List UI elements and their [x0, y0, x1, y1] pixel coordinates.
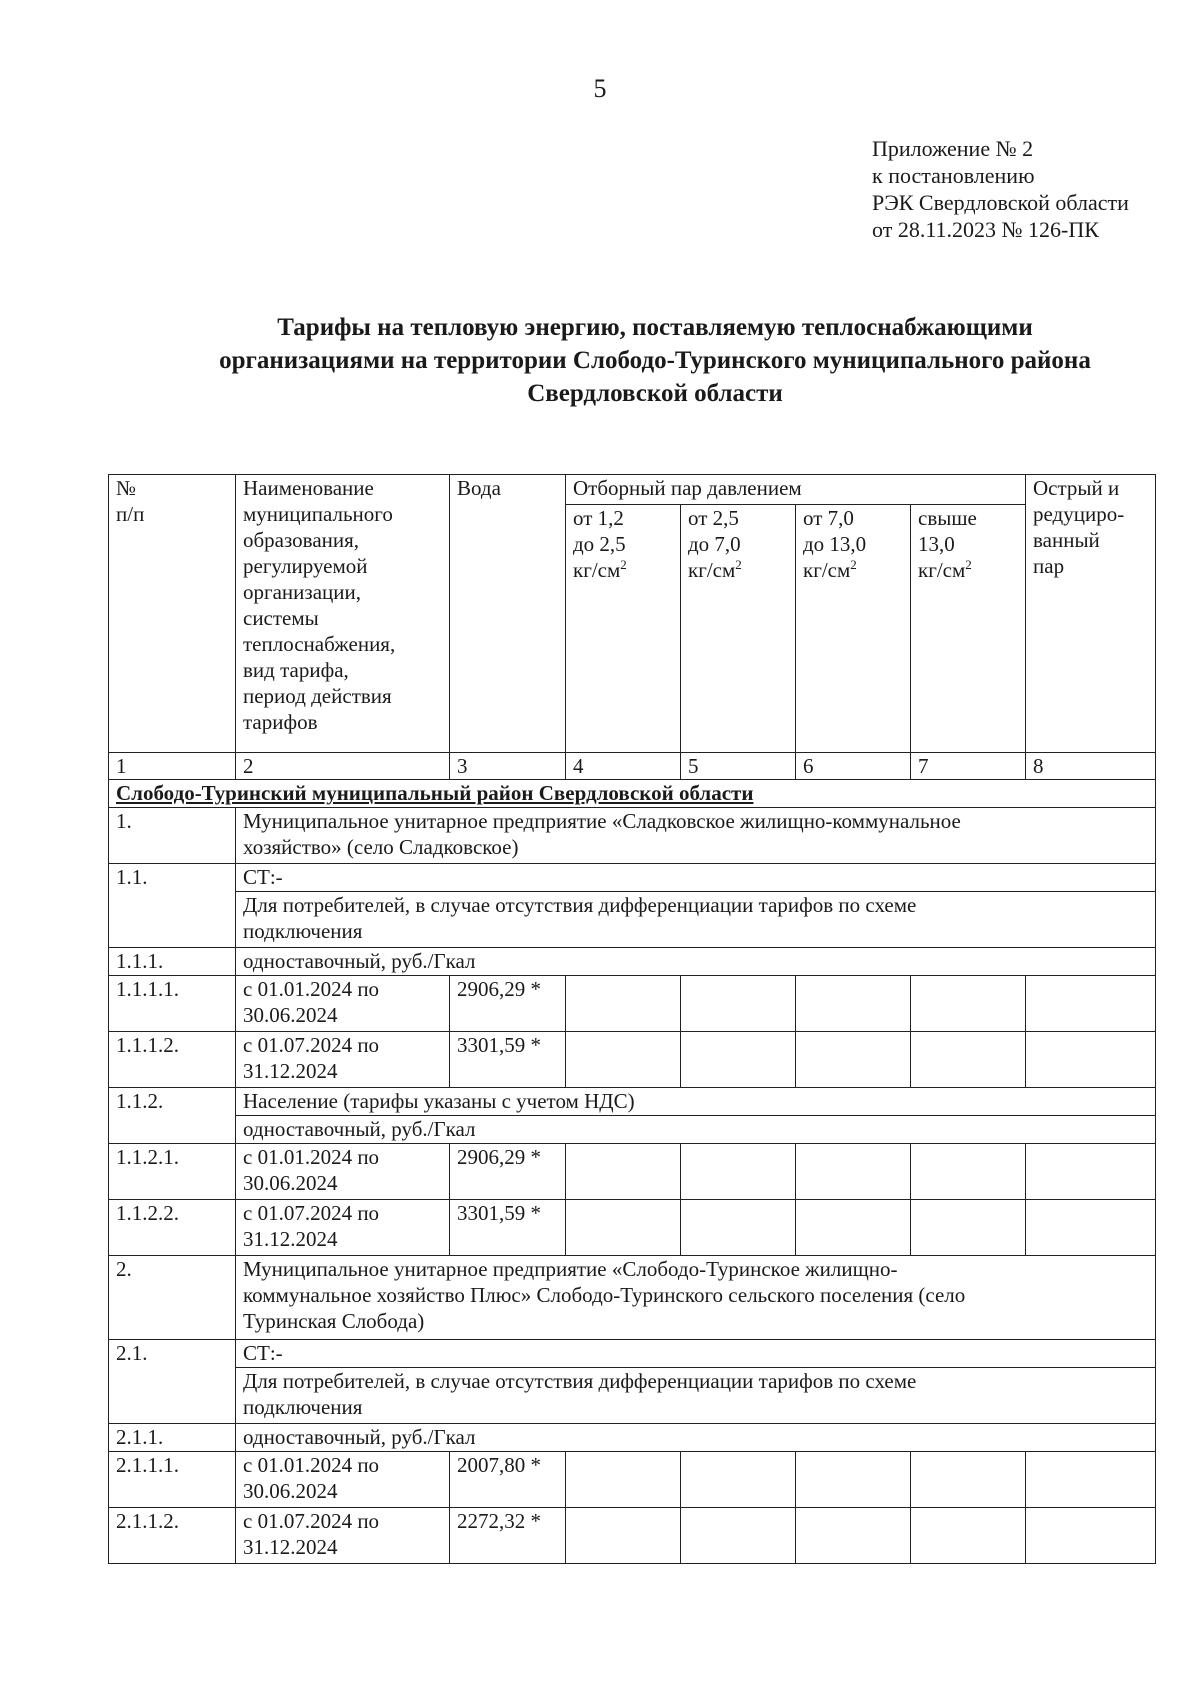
- title-line: Тарифы на тепловую энергию, поставляемую теплоснабжающими: [277, 314, 1033, 341]
- empty-cell: [796, 1508, 911, 1564]
- empty-cell: [796, 1452, 911, 1508]
- column-number: 2: [236, 753, 450, 780]
- empty-cell: [566, 1144, 681, 1200]
- column-number: 6: [796, 753, 911, 780]
- empty-cell: [566, 1200, 681, 1256]
- empty-cell: [681, 1200, 796, 1256]
- empty-cell: [796, 976, 911, 1032]
- header-text: до 13,0: [803, 532, 867, 556]
- consumer-group: [236, 892, 1156, 948]
- header-text: Наименование: [243, 476, 374, 500]
- consumer-group: Население (тарифы указаны с учетом НДС): [236, 1088, 1156, 1116]
- water-tariff: 3301,59 *: [450, 1200, 566, 1256]
- header-steam-3: [796, 505, 911, 753]
- header-text: №: [116, 476, 137, 500]
- unit-text: кг/см: [803, 558, 851, 582]
- appendix-line: к постановлению: [872, 163, 1035, 188]
- cell-line: 31.12.2024: [243, 1059, 338, 1083]
- row-number: 2.1.1.: [109, 1424, 236, 1452]
- cell-line: Для потребителей, в случае отсутствия дифференциации тарифов по схеме: [243, 1369, 917, 1393]
- unit-exponent: 2: [850, 557, 857, 572]
- header-steam-group: Отборный пар давлением: [566, 475, 1026, 505]
- page-number: 5: [593, 74, 607, 103]
- cell-line: Муниципальное унитарное предприятие «Сладковское жилищно-коммунальное: [243, 809, 961, 833]
- cell-line: с 01.01.2024 по: [243, 1145, 380, 1169]
- tariff-table: [108, 474, 1156, 1564]
- table-row: [109, 1256, 1156, 1340]
- period-cell: [236, 1144, 450, 1200]
- cell-line: 31.12.2024: [243, 1535, 338, 1559]
- header-text: образования,: [243, 528, 360, 552]
- tariff-type: одноставочный, руб./Гкал: [236, 948, 1156, 976]
- water-tariff: 2272,32 *: [450, 1508, 566, 1564]
- cell-line: с 01.07.2024 по: [243, 1509, 380, 1533]
- row-number: 1.1.1.: [109, 948, 236, 976]
- empty-cell: [1026, 1452, 1156, 1508]
- header-text: ванный: [1033, 528, 1100, 552]
- empty-cell: [911, 1144, 1026, 1200]
- header-sharp-steam-cell: [1026, 475, 1156, 753]
- header-text: от 1,2: [573, 506, 624, 530]
- header-water-cell: Вода: [450, 475, 566, 753]
- header-row: [109, 475, 1156, 505]
- empty-cell: [796, 1200, 911, 1256]
- period-cell: [236, 1508, 450, 1564]
- column-number: 8: [1026, 753, 1156, 780]
- tariff-type: одноставочный, руб./Гкал: [236, 1116, 1156, 1144]
- row-number: 1.1.1.1.: [109, 976, 236, 1032]
- header-name-cell: [236, 475, 450, 753]
- unit-exponent: 2: [735, 557, 742, 572]
- cell-line: с 01.01.2024 по: [243, 977, 380, 1001]
- cell-line: 30.06.2024: [243, 1479, 338, 1503]
- header-steam-2: [681, 505, 796, 753]
- row-number: 1.1.: [109, 864, 236, 948]
- table-row: [109, 1424, 1156, 1452]
- header-steam-1: [566, 505, 681, 753]
- row-number: 1.: [109, 808, 236, 864]
- header-text: тарифов: [243, 710, 318, 734]
- empty-cell: [1026, 1200, 1156, 1256]
- header-text: п/п: [116, 502, 145, 526]
- header-steam-4: [911, 505, 1026, 753]
- row-number: 1.1.2.: [109, 1088, 236, 1144]
- row-number: 2.1.: [109, 1340, 236, 1424]
- empty-cell: [1026, 1032, 1156, 1088]
- cell-line: подключения: [243, 1395, 363, 1419]
- cell-line: Муниципальное унитарное предприятие «Слободо-Туринское жилищно-: [243, 1257, 898, 1281]
- empty-cell: [566, 1452, 681, 1508]
- empty-cell: [796, 1144, 911, 1200]
- water-tariff: 3301,59 *: [450, 1032, 566, 1088]
- unit-text: кг/см: [688, 558, 736, 582]
- row-number: 2.1.1.1.: [109, 1452, 236, 1508]
- cell-line: с 01.07.2024 по: [243, 1201, 380, 1225]
- header-text: муниципального: [243, 502, 393, 526]
- cell-line: 31.12.2024: [243, 1227, 338, 1251]
- header-text: пар: [1033, 554, 1065, 578]
- empty-cell: [566, 1508, 681, 1564]
- table-row: [109, 976, 1156, 1032]
- empty-cell: [911, 1452, 1026, 1508]
- header-text: Острый и: [1033, 476, 1120, 500]
- column-number: 1: [109, 753, 236, 780]
- cell-line: коммунальное хозяйство Плюс» Слободо-Туринского сельского поселения (село: [243, 1283, 966, 1307]
- table-row: [109, 1452, 1156, 1508]
- header-unit: [918, 557, 1018, 583]
- table-row: [109, 1340, 1156, 1368]
- header-text: от 2,5: [688, 506, 739, 530]
- empty-cell: [911, 1508, 1026, 1564]
- empty-cell: [911, 976, 1026, 1032]
- row-number: 2.1.1.2.: [109, 1508, 236, 1564]
- header-text: период действия: [243, 684, 392, 708]
- table-row: [109, 1116, 1156, 1144]
- unit-text: кг/см: [573, 558, 621, 582]
- cell-line: с 01.01.2024 по: [243, 1453, 380, 1477]
- header-unit: [573, 557, 673, 583]
- header-unit: [688, 557, 788, 583]
- title-line: организациями на территории Слободо-Туринского муниципального района: [219, 347, 1091, 374]
- header-text: до 2,5: [573, 532, 626, 556]
- system-cell: СТ:-: [236, 864, 1156, 892]
- cell-line: Туринская Слобода): [243, 1309, 425, 1333]
- table-row: [109, 1508, 1156, 1564]
- header-text: системы: [243, 606, 319, 630]
- empty-cell: [1026, 1144, 1156, 1200]
- district-title: Слободо-Туринский муниципальный район Свердловской области: [109, 780, 1156, 808]
- empty-cell: [681, 1508, 796, 1564]
- empty-cell: [566, 1032, 681, 1088]
- row-number: 2.: [109, 1256, 236, 1340]
- cell-line: подключения: [243, 919, 363, 943]
- system-cell: СТ:-: [236, 1340, 1156, 1368]
- table-row: [109, 892, 1156, 948]
- empty-cell: [1026, 1508, 1156, 1564]
- district-row: [109, 780, 1156, 808]
- table-row: [109, 1368, 1156, 1424]
- header-text: от 7,0: [803, 506, 854, 530]
- water-tariff: 2007,80 *: [450, 1452, 566, 1508]
- cell-line: 30.06.2024: [243, 1171, 338, 1195]
- empty-cell: [796, 1032, 911, 1088]
- table-row: [109, 1144, 1156, 1200]
- row-number: 1.1.2.1.: [109, 1144, 236, 1200]
- column-number: 7: [911, 753, 1026, 780]
- organization-name: [236, 808, 1156, 864]
- water-tariff: 2906,29 *: [450, 976, 566, 1032]
- water-tariff: 2906,29 *: [450, 1144, 566, 1200]
- empty-cell: [681, 976, 796, 1032]
- table-row: [109, 864, 1156, 892]
- appendix-line: от 28.11.2023 № 126-ПК: [872, 217, 1099, 242]
- cell-line: Для потребителей, в случае отсутствия дифференциации тарифов по схеме: [243, 893, 917, 917]
- header-text: до 7,0: [688, 532, 741, 556]
- unit-exponent: 2: [620, 557, 627, 572]
- title-line: Свердловской области: [527, 380, 783, 407]
- empty-cell: [911, 1032, 1026, 1088]
- consumer-group: [236, 1368, 1156, 1424]
- table-row: [109, 1088, 1156, 1116]
- header-text: свыше: [918, 506, 977, 530]
- header-number-cell: [109, 475, 236, 753]
- header-text: регулируемой: [243, 554, 368, 578]
- document-title: [100, 311, 1200, 410]
- tariff-type: одноставочный, руб./Гкал: [236, 1424, 1156, 1452]
- appendix-block: [872, 135, 1129, 243]
- unit-exponent: 2: [965, 557, 972, 572]
- column-number: 4: [566, 753, 681, 780]
- empty-cell: [566, 976, 681, 1032]
- period-cell: [236, 1200, 450, 1256]
- table-row: [109, 808, 1156, 864]
- header-text: вид тарифа,: [243, 658, 349, 682]
- row-number: 1.1.1.2.: [109, 1032, 236, 1088]
- column-number-row: [109, 753, 1156, 780]
- empty-cell: [1026, 976, 1156, 1032]
- table-row: [109, 948, 1156, 976]
- table-row: [109, 1200, 1156, 1256]
- table-row: [109, 1032, 1156, 1088]
- column-number: 5: [681, 753, 796, 780]
- column-number: 3: [450, 753, 566, 780]
- empty-cell: [681, 1144, 796, 1200]
- empty-cell: [911, 1200, 1026, 1256]
- header-unit: [803, 557, 903, 583]
- header-text: организации,: [243, 580, 361, 604]
- unit-text: кг/см: [918, 558, 966, 582]
- period-cell: [236, 1452, 450, 1508]
- period-cell: [236, 1032, 450, 1088]
- empty-cell: [681, 1032, 796, 1088]
- period-cell: [236, 976, 450, 1032]
- empty-cell: [681, 1452, 796, 1508]
- row-number: 1.1.2.2.: [109, 1200, 236, 1256]
- header-text: редуциро-: [1033, 502, 1125, 526]
- appendix-line: Приложение № 2: [872, 136, 1034, 161]
- header-text: теплоснабжения,: [243, 632, 396, 656]
- organization-name: [236, 1256, 1156, 1340]
- cell-line: хозяйство» (село Сладковское): [243, 835, 519, 859]
- header-text: 13,0: [918, 532, 955, 556]
- cell-line: с 01.07.2024 по: [243, 1033, 380, 1057]
- cell-line: 30.06.2024: [243, 1003, 338, 1027]
- appendix-line: РЭК Свердловской области: [872, 190, 1129, 215]
